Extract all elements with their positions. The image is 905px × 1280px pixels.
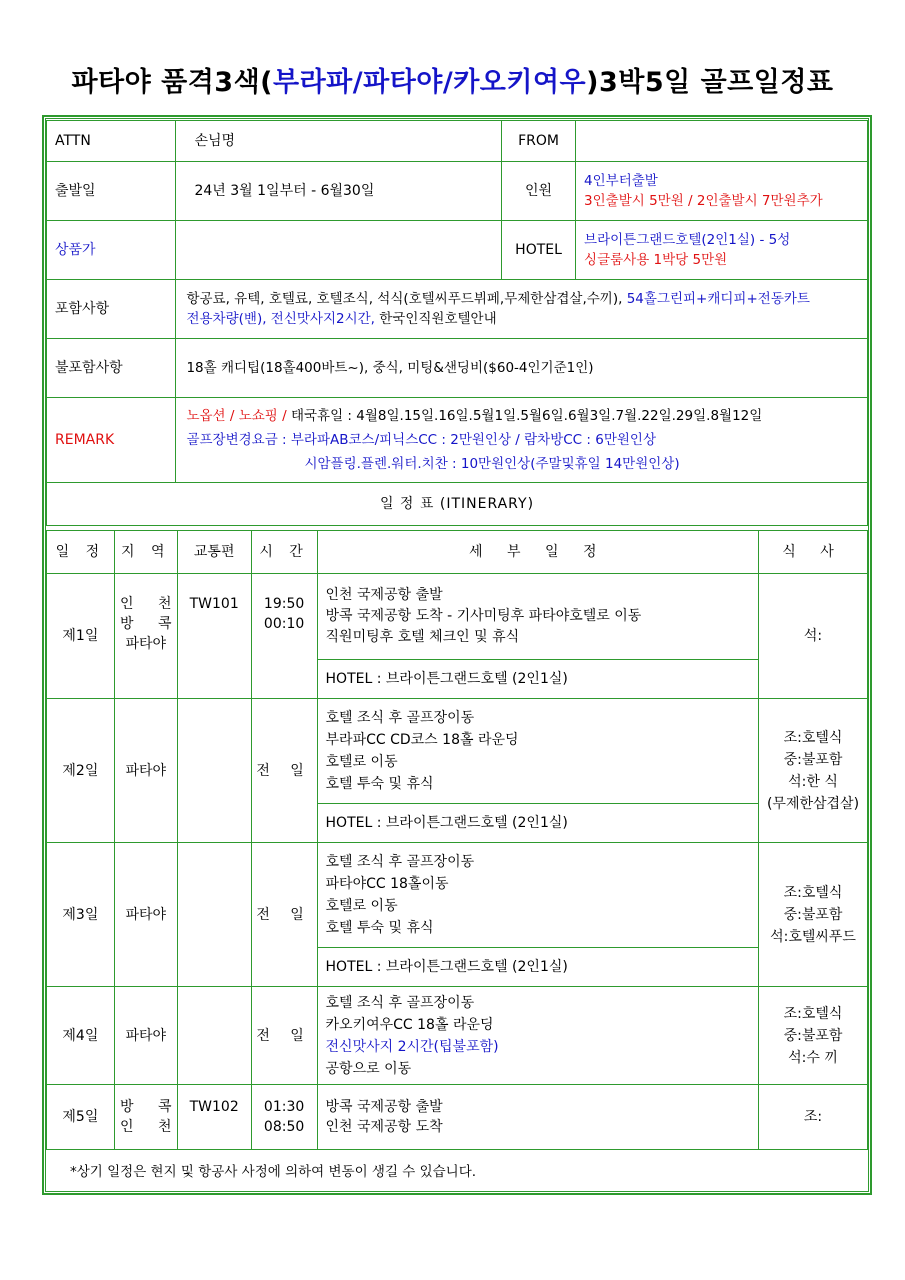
detail-line: 호텔 조식 후 골프장이동	[325, 710, 475, 726]
included-vehicle-massage: 전용차량(밴), 전신맛사지2시간,	[186, 311, 375, 327]
departure-value: 24년 3월 1일부터 - 6월30일	[176, 162, 502, 221]
day-label: 제5일	[47, 1085, 115, 1150]
detail-line: 부라파CC CD코스 18홀 라운딩	[325, 732, 519, 748]
meal-line: (무제한삼겹살)	[766, 795, 860, 812]
remark-holidays: 태국휴일 : 4월8일.15일.16일.5월1일.5월6일.6월3일.7월.22일.29일.8월12일	[286, 408, 763, 424]
itinerary-table	[46, 530, 868, 1150]
included-line1: 항공료, 유텍, 호텔료, 호텔조식, 석식(호텔씨푸드뷔페,무제한삼겹살,수끼),	[186, 291, 627, 307]
detail-line: 호텔 투숙 및 휴식	[325, 776, 434, 792]
meal-line: 중:불포함	[783, 906, 843, 923]
people-surcharge: 3인출발시 5만원 / 2인출발시 7만원추가	[584, 193, 823, 209]
region: 파타야	[114, 699, 177, 843]
region: 인 천	[120, 1119, 182, 1135]
attn-value: 손님명	[176, 121, 502, 162]
region: 파타야	[114, 987, 177, 1085]
detail-line: 호텔로 이동	[325, 754, 398, 770]
header-day: 일 정	[47, 531, 115, 574]
day-row	[47, 843, 868, 948]
meal-line: 중:불포함	[783, 1027, 843, 1044]
header-transport: 교통편	[177, 531, 251, 574]
included-label: 포함사항	[47, 280, 176, 339]
detail-line: 호텔 조식 후 골프장이동	[325, 994, 475, 1011]
hotel-line: HOTEL : 브라이튼그랜드호텔 (2인1실)	[317, 948, 759, 987]
attn-label: ATTN	[47, 121, 176, 162]
detail-line: 호텔 조식 후 골프장이동	[325, 854, 475, 870]
detail-line: 직원미팅후 호텔 체크인 및 휴식	[325, 629, 520, 645]
region: 방 콕	[120, 1099, 182, 1115]
included-guide: 한국인직원호텔안내	[374, 311, 497, 327]
day-row	[47, 987, 868, 1085]
transport	[177, 843, 251, 987]
meal-line: 조:호텔식	[783, 1005, 843, 1022]
time: 전 일	[251, 699, 317, 843]
time: 19:50	[263, 596, 305, 612]
time: 전 일	[251, 843, 317, 987]
transport	[177, 987, 251, 1085]
meal-line: 조:	[759, 1085, 868, 1150]
meal-line: 석:수 끼	[788, 1049, 838, 1066]
hotel-single-room: 싱글룸사용 1박당 5만원	[584, 252, 728, 268]
info-table	[46, 120, 868, 526]
included-golf: 54홀그린피+캐디피+전동카트	[626, 291, 810, 307]
detail-line: 호텔로 이동	[325, 898, 398, 914]
time: 08:50	[263, 1119, 305, 1135]
time: 00:10	[263, 616, 305, 632]
detail-line: 카오키여우CC 18홀 라운딩	[325, 1016, 494, 1033]
from-label: FROM	[502, 121, 576, 162]
meal-line: 중:불포함	[783, 751, 843, 768]
excluded-value: 18홀 캐디팁(18홀400바트~), 중식, 미팅&샌딩비($60-4인기준1인)	[176, 339, 868, 398]
remark-course-change: 골프장변경요금 : 부라파AB코스/피닉스CC : 2만원인상 / 람차방CC : 6만원인상	[186, 432, 656, 448]
people-min: 4인부터출발	[584, 173, 658, 189]
hotel-line: HOTEL : 브라이튼그랜드호텔 (2인1실)	[317, 804, 759, 843]
day-label: 제2일	[47, 699, 115, 843]
page-title: 파타야 품격3색(부라파/파타야/카오키여우)3박5일 골프일정표	[71, 67, 834, 98]
region: 인 천	[120, 596, 182, 612]
detail-line: 공항으로 이동	[325, 1060, 412, 1077]
remark-label: REMARK	[47, 398, 176, 483]
day-row	[47, 699, 868, 804]
day-label: 제4일	[47, 987, 115, 1085]
region: 파타야	[114, 843, 177, 987]
detail-line: 인천 국제공항 출발	[325, 587, 443, 603]
day-row	[47, 574, 868, 660]
price-value	[176, 221, 502, 280]
detail-line: 방콕 국제공항 출발	[325, 1099, 443, 1115]
remark-no-option: 노옵션 / 노쇼핑 /	[186, 408, 287, 424]
header-time: 시 간	[251, 531, 317, 574]
detail-line: 호텔 투숙 및 휴식	[325, 920, 434, 936]
day-label: 제1일	[47, 574, 115, 699]
hotel-label: HOTEL	[502, 221, 576, 280]
departure-label: 출발일	[47, 162, 176, 221]
detail-line: 전신맛사지 2시간(팁불포함)	[325, 1038, 499, 1055]
excluded-label: 불포함사항	[47, 339, 176, 398]
time: 전 일	[251, 987, 317, 1085]
title-course-names: 부라파/파타야/카오키여우	[273, 67, 587, 98]
day-row	[47, 1085, 868, 1150]
price-label: 상품가	[47, 221, 176, 280]
header-region: 지 역	[114, 531, 177, 574]
from-value	[576, 121, 868, 162]
meal-line: 조:호텔식	[783, 884, 843, 901]
meal-line: 석:한 식	[788, 773, 838, 790]
day-label: 제3일	[47, 843, 115, 987]
detail-line: 인천 국제공항 도착	[325, 1119, 443, 1135]
transport: TW102	[177, 1085, 251, 1150]
time: 01:30	[263, 1099, 305, 1115]
transport	[177, 699, 251, 843]
header-details: 세 부 일 정	[317, 531, 759, 574]
remark-siam-courses: 시암플링.플렌.워터.치찬 : 10만원인상(주말및휴일 14만원인상)	[304, 456, 680, 472]
footer-note: *상기 일정은 현지 및 항공사 사정에 의하여 변동이 생길 수 있습니다.	[70, 1164, 477, 1180]
region: 방 콕	[120, 616, 182, 632]
transport: TW101	[177, 574, 251, 699]
meal-line: 석:	[803, 628, 823, 644]
header-meals: 식 사	[759, 531, 868, 574]
itinerary-title: 일 정 표 (ITINERARY)	[47, 483, 868, 526]
detail-line: 방콕 국제공항 도착 - 기사미팅후 파타야호텔로 이동	[325, 608, 642, 624]
region: 파타야	[125, 636, 167, 652]
people-label: 인원	[502, 162, 576, 221]
hotel-name: 브라이튼그랜드호텔(2인1실) - 5성	[584, 232, 791, 248]
meal-line: 조:호텔식	[783, 729, 843, 746]
detail-line: 파타야CC 18홀이동	[325, 876, 449, 892]
hotel-line: HOTEL : 브라이튼그랜드호텔 (2인1실)	[317, 660, 759, 699]
meal-line: 석:호텔씨푸드	[770, 928, 856, 945]
